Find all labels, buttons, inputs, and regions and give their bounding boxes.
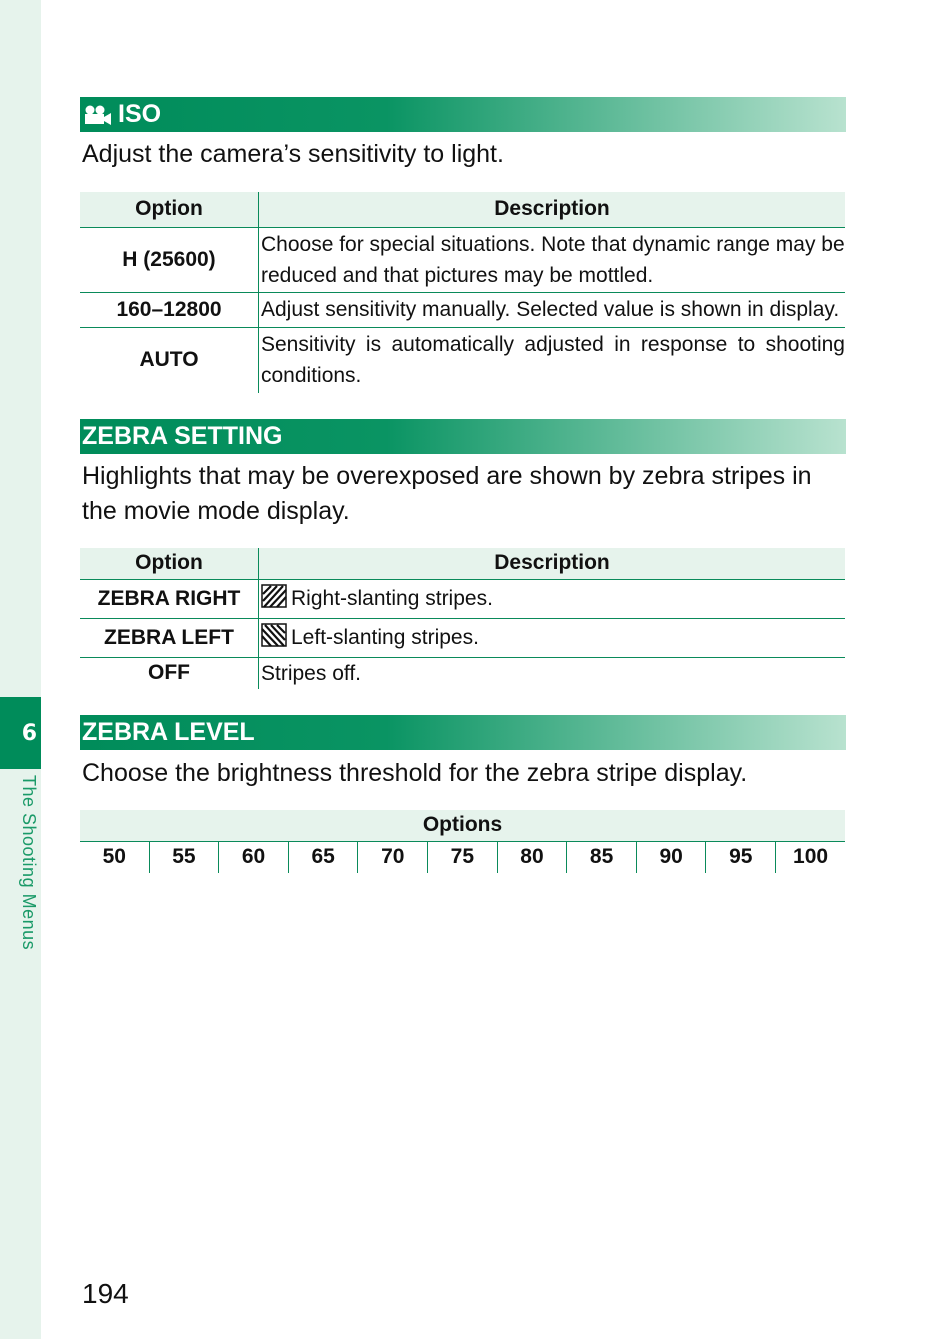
zebra-right-description: Right-slanting stripes. (291, 587, 493, 610)
movie-camera-icon (82, 104, 112, 126)
zebra-level-section-header (80, 715, 846, 750)
iso-option-h: H (25600) (80, 227, 259, 292)
zebra-left-description-cell (259, 618, 846, 657)
table-row (80, 327, 845, 393)
iso-section-header (80, 97, 846, 132)
zebra-level-value: 90 (636, 841, 706, 873)
table-row (80, 618, 845, 657)
zebra-left-option: ZEBRA LEFT (80, 618, 259, 657)
zebra-setting-intro: Highlights that may be overexposed are shown by zebra stripes in the movie mode display. (82, 462, 812, 525)
chapter-number: 6 (21, 720, 37, 746)
iso-option-header: Option (80, 192, 259, 227)
zebra-level-options-header: Options (80, 810, 845, 841)
iso-options-table (80, 192, 845, 393)
table-row (80, 227, 845, 292)
zebra-level-values-row (80, 841, 845, 873)
zebra-level-options-table (80, 810, 845, 873)
iso-section-title: ISO (118, 100, 162, 128)
zebra-level-value: 100 (793, 845, 829, 868)
zebra-setting-description-header: Description (259, 548, 846, 579)
zebra-setting-section-title: ZEBRA SETTING (82, 422, 283, 450)
zebra-level-intro: Choose the brightness threshold for the zebra stripe display. (82, 759, 748, 787)
zebra-level-value: 95 (706, 841, 776, 873)
zebra-right-description-cell (259, 579, 846, 618)
chapter-tab (0, 697, 41, 769)
zebra-off-description: Stripes off. (261, 661, 361, 685)
zebra-level-value: 85 (567, 841, 637, 873)
page-number: 194 (82, 1278, 129, 1309)
zebra-setting-table (80, 548, 845, 689)
zebra-level-value: 80 (497, 841, 567, 873)
left-slanting-stripes-icon (261, 623, 287, 647)
zebra-level-value: 60 (219, 841, 289, 873)
iso-description-auto: Sensitivity is automatically adjusted in response to shooting conditions. (261, 333, 845, 388)
zebra-level-value: 65 (288, 841, 358, 873)
zebra-level-value: 50 (80, 841, 149, 873)
zebra-right-option: ZEBRA RIGHT (80, 579, 259, 618)
chapter-title: The Shooting Menus (19, 775, 39, 951)
iso-intro: Adjust the camera’s sensitivity to light. (82, 140, 504, 168)
zebra-level-value: 75 (428, 841, 498, 873)
right-slanting-stripes-icon (261, 584, 287, 608)
iso-description-header: Description (259, 192, 846, 227)
zebra-off-option: OFF (80, 657, 259, 689)
iso-option-auto: AUTO (80, 327, 259, 393)
zebra-left-description: Left-slanting stripes. (291, 626, 479, 649)
zebra-level-value: 55 (149, 841, 219, 873)
table-row (80, 292, 845, 327)
iso-description-range: Adjust sensitivity manually. Selected value is shown in display. (259, 292, 846, 327)
iso-option-range: 160–12800 (80, 292, 259, 327)
table-row (80, 579, 845, 618)
zebra-setting-option-header: Option (80, 548, 259, 579)
iso-description-h: Choose for special situations. Note that dynamic range may be reduced and that pictures may be mottled. (259, 227, 846, 292)
zebra-setting-section-header (80, 419, 846, 454)
zebra-level-value: 70 (358, 841, 428, 873)
zebra-level-section-title: ZEBRA LEVEL (82, 718, 255, 746)
table-row (80, 657, 845, 689)
side-strip (0, 0, 41, 1339)
